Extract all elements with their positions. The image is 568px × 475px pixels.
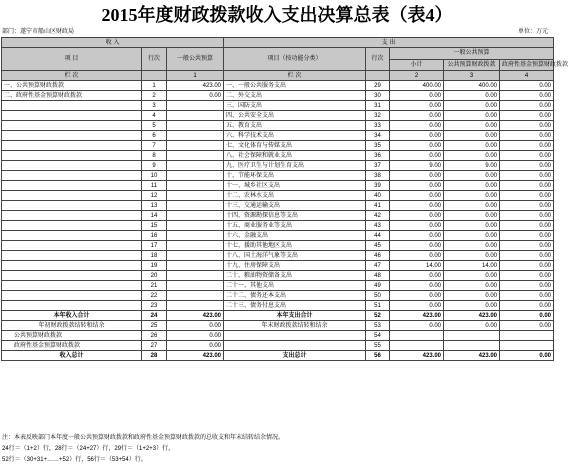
expense-budget-header: 一般公共预算 (390, 48, 554, 60)
expense-public-budget-cell: 400.00 (444, 81, 500, 91)
income-line-cell: 18 (142, 251, 167, 261)
expense-item-cell: 二、外交支出 (224, 91, 366, 101)
income-amount-cell: 0.00 (167, 331, 224, 341)
income-line-cell: 2 (142, 91, 167, 101)
expense-subtotal-cell: 0.00 (390, 111, 444, 121)
expense-public-budget-cell: 0.00 (444, 271, 500, 281)
expense-line-cell: 52 (366, 311, 390, 321)
income-amount-cell (167, 111, 224, 121)
expense-gov-fund-cell: 0.00 (500, 271, 554, 281)
expense-line-cell: 48 (366, 271, 390, 281)
expense-line-header: 行次 (366, 48, 390, 71)
income-item-cell (2, 141, 142, 151)
income-item-cell: 二、政府性基金预算财政拨款 (2, 91, 142, 101)
expense-line-cell: 51 (366, 301, 390, 311)
income-line-cell: 27 (142, 341, 167, 351)
expense-subtotal-cell: 0.00 (390, 271, 444, 281)
expense-line-cell: 39 (366, 181, 390, 191)
expense-public-budget-cell: 0.00 (444, 321, 500, 331)
expense-gov-fund-cell: 0.00 (500, 231, 554, 241)
expense-public-budget-cell: 0.00 (444, 281, 500, 291)
income-amount-cell: 0.00 (167, 91, 224, 101)
income-item-cell (2, 261, 142, 271)
expense-public-budget-cell: 0.00 (444, 171, 500, 181)
income-amount-cell (167, 231, 224, 241)
expense-item-cell (224, 331, 366, 341)
expense-gov-fund-cell: 0.00 (500, 311, 554, 321)
table-row (2, 261, 554, 271)
income-line-cell: 9 (142, 161, 167, 171)
expense-subtotal-cell: 0.00 (390, 131, 444, 141)
report-title: 2015年度财政拨款收入支出决算总表（表4） (101, 5, 453, 25)
public-budget-header: 公共预算财政拨款 (444, 59, 500, 71)
expense-gov-fund-cell: 0.00 (500, 261, 554, 271)
income-amount-cell: 423.00 (167, 81, 224, 91)
expense-item-cell: 十三、交通运输支出 (224, 201, 366, 211)
income-line-cell: 16 (142, 231, 167, 241)
expense-line-cell: 45 (366, 241, 390, 251)
income-line-cell: 5 (142, 121, 167, 131)
expense-gov-fund-cell: 0.00 (500, 81, 554, 91)
expense-item-cell: 一、一般公共服务支出 (224, 81, 366, 91)
income-item-cell (2, 211, 142, 221)
expense-subtotal-cell: 0.00 (390, 101, 444, 111)
income-amount-cell (167, 171, 224, 181)
expense-item-cell: 九、医疗卫生与计划生育支出 (224, 161, 366, 171)
expense-item-cell: 支出总计 (224, 351, 366, 361)
table-row (2, 231, 554, 241)
expense-gov-fund-cell: 0.00 (500, 141, 554, 151)
expense-public-budget-cell: 0.00 (444, 301, 500, 311)
expense-gov-fund-cell: 0.00 (500, 321, 554, 331)
expense-public-budget-cell: 0.00 (444, 101, 500, 111)
table-row (2, 151, 554, 161)
expense-line-cell: 34 (366, 131, 390, 141)
expense-subtotal-cell: 0.00 (390, 91, 444, 101)
expense-item-cell: 二十一、其他支出 (224, 281, 366, 291)
income-item-cell (2, 281, 142, 291)
income-amount-cell (167, 281, 224, 291)
income-line-cell: 14 (142, 211, 167, 221)
table-row (2, 311, 554, 321)
expense-line-cell: 38 (366, 171, 390, 181)
department-label: 部门：遂宁市船山区财政局 (2, 29, 75, 35)
expense-subtotal-cell: 0.00 (390, 241, 444, 251)
expense-public-budget-cell: 0.00 (444, 121, 500, 131)
expense-public-budget-cell: 0.00 (444, 191, 500, 201)
expense-gov-fund-cell: 0.00 (500, 121, 554, 131)
income-amount-cell (167, 101, 224, 111)
table-row (2, 141, 554, 151)
income-amount-cell (167, 121, 224, 131)
expense-public-budget-cell (444, 341, 500, 351)
income-line-cell: 7 (142, 141, 167, 151)
expense-item-cell: 本年支出合计 (224, 311, 366, 321)
expense-public-budget-cell: 0.00 (444, 111, 500, 121)
col-number-2: 2 (390, 71, 444, 81)
expense-public-budget-cell: 0.00 (444, 131, 500, 141)
income-amount-cell: 0.00 (167, 321, 224, 331)
income-line-cell: 19 (142, 261, 167, 271)
income-item-cell: 本年收入合计 (2, 311, 142, 321)
unit-label: 单位：万元 (517, 29, 548, 35)
income-header: 收 入 (2, 38, 224, 48)
expense-item-cell: 二十三、债务付息支出 (224, 301, 366, 311)
expense-public-budget-cell: 9.00 (444, 161, 500, 171)
income-item-cell: 年初财政拨款结转和结余 (2, 321, 142, 331)
income-amount-cell (167, 241, 224, 251)
expense-line-cell: 49 (366, 281, 390, 291)
income-item-cell: 政府性基金预算财政拨款 (2, 341, 142, 351)
income-item-cell (2, 291, 142, 301)
table-row (2, 251, 554, 261)
table-row (2, 281, 554, 291)
table-row (2, 331, 554, 341)
expense-item-cell: 四、公共安全支出 (224, 111, 366, 121)
expense-subtotal-cell: 0.00 (390, 231, 444, 241)
income-item-cell (2, 221, 142, 231)
income-line-cell: 13 (142, 201, 167, 211)
expense-subtotal-cell: 0.00 (390, 181, 444, 191)
income-amount-cell (167, 221, 224, 231)
table-row (2, 111, 554, 121)
expense-item-cell: 十七、援助其他地区支出 (224, 241, 366, 251)
table-row (2, 321, 554, 331)
income-item-cell (2, 131, 142, 141)
expense-public-budget-cell: 0.00 (444, 231, 500, 241)
expense-public-budget-cell: 0.00 (444, 251, 500, 261)
table-row (2, 211, 554, 221)
income-line-cell: 24 (142, 311, 167, 321)
table-row (2, 121, 554, 131)
table-row (2, 201, 554, 211)
table-row (2, 301, 554, 311)
expense-item-cell (224, 341, 366, 351)
table-row (2, 241, 554, 251)
expense-subtotal-cell: 0.00 (390, 301, 444, 311)
col-number-1: 1 (167, 71, 224, 81)
expense-line-cell: 31 (366, 101, 390, 111)
expense-line-cell: 56 (366, 351, 390, 361)
expense-public-budget-cell: 14.00 (444, 261, 500, 271)
expense-item-cell: 十一、城乡社区支出 (224, 181, 366, 191)
income-line-cell: 23 (142, 301, 167, 311)
expense-subtotal-cell: 400.00 (390, 81, 444, 91)
expense-gov-fund-cell: 0.00 (500, 291, 554, 301)
income-line-cell: 17 (142, 241, 167, 251)
expense-item-cell: 五、教育支出 (224, 121, 366, 131)
income-col-label: 栏 次 (2, 71, 142, 81)
income-item-cell (2, 151, 142, 161)
expense-item-cell: 十五、商业服务业等支出 (224, 221, 366, 231)
expense-item-cell: 十、节能环保支出 (224, 171, 366, 181)
expense-item-cell: 二十、粮油物资储备支出 (224, 271, 366, 281)
table-row (2, 221, 554, 231)
income-line-cell: 4 (142, 111, 167, 121)
income-line-cell: 10 (142, 171, 167, 181)
table-row (2, 91, 554, 101)
expense-line-cell: 54 (366, 331, 390, 341)
expense-gov-fund-cell: 0.00 (500, 281, 554, 291)
income-item-cell: 收入总计 (2, 351, 142, 361)
income-item-cell (2, 241, 142, 251)
expense-public-budget-cell: 423.00 (444, 351, 500, 361)
expense-gov-fund-cell: 0.00 (500, 181, 554, 191)
note-line: 52行＝（30+31+……+52）行，56行＝（53+54）行。 (2, 457, 147, 463)
income-line-cell: 12 (142, 191, 167, 201)
income-item-cell (2, 201, 142, 211)
expense-line-cell: 44 (366, 231, 390, 241)
expense-subtotal-cell: 0.00 (390, 281, 444, 291)
expense-item-cell: 二十二、债务还本支出 (224, 291, 366, 301)
expense-gov-fund-cell: 0.00 (500, 351, 554, 361)
income-line-cell: 8 (142, 151, 167, 161)
income-item-cell (2, 251, 142, 261)
expense-subtotal-cell: 423.00 (390, 311, 444, 321)
income-amount-cell (167, 161, 224, 171)
expense-public-budget-cell: 0.00 (444, 201, 500, 211)
expense-gov-fund-cell: 0.00 (500, 221, 554, 231)
note-line: 24行＝（1+2）行，28行＝（24+27）行，29行＝（1+2+3）行， (2, 446, 175, 452)
expense-item-cell: 七、文化体育与传媒支出 (224, 141, 366, 151)
expense-line-cell: 50 (366, 291, 390, 301)
expense-gov-fund-cell: 0.00 (500, 211, 554, 221)
expense-gov-fund-cell: 0.00 (500, 101, 554, 111)
table-row (2, 131, 554, 141)
expense-subtotal-cell (390, 341, 444, 351)
expense-line-cell: 46 (366, 251, 390, 261)
expense-gov-fund-cell: 0.00 (500, 91, 554, 101)
income-amount-cell: 0.00 (167, 341, 224, 351)
table-row (2, 181, 554, 191)
expense-subtotal-cell: 423.00 (390, 351, 444, 361)
table-row (2, 341, 554, 351)
income-item-cell (2, 191, 142, 201)
income-item-cell: 一、公共预算财政拨款 (2, 81, 142, 91)
expense-line-cell: 37 (366, 161, 390, 171)
expense-subtotal-cell: 0.00 (390, 171, 444, 181)
income-item-cell (2, 111, 142, 121)
income-amount-cell (167, 151, 224, 161)
expense-line-cell: 36 (366, 151, 390, 161)
expense-line-cell: 40 (366, 191, 390, 201)
expense-public-budget-cell: 0.00 (444, 141, 500, 151)
income-amount-cell (167, 301, 224, 311)
expense-gov-fund-cell: 0.00 (500, 111, 554, 121)
income-item-cell (2, 171, 142, 181)
income-line-cell: 21 (142, 281, 167, 291)
expense-line-cell: 47 (366, 261, 390, 271)
income-line-cell: 26 (142, 331, 167, 341)
expense-gov-fund-cell: 0.00 (500, 191, 554, 201)
income-line-header: 行次 (142, 48, 167, 71)
expense-item-cell: 三、国防支出 (224, 101, 366, 111)
expense-subtotal-cell: 9.00 (390, 161, 444, 171)
expense-subtotal-cell: 0.00 (390, 191, 444, 201)
expense-public-budget-cell (444, 331, 500, 341)
expense-subtotal-cell: 0.00 (390, 321, 444, 331)
income-item-cell: 公共预算财政拨款 (2, 331, 142, 341)
expense-item-cell: 年末财政拨款结转和结余 (224, 321, 366, 331)
income-line-cell: 20 (142, 271, 167, 281)
income-item-cell (2, 231, 142, 241)
expense-header: 支 出 (224, 38, 554, 48)
notes (2, 433, 284, 466)
expense-line-cell: 41 (366, 201, 390, 211)
expense-public-budget-cell: 0.00 (444, 291, 500, 301)
expense-subtotal-cell: 0.00 (390, 211, 444, 221)
expense-col-label: 栏 次 (224, 71, 366, 81)
expense-item-cell: 十六、金融支出 (224, 231, 366, 241)
income-line-cell: 6 (142, 131, 167, 141)
table-row (2, 171, 554, 181)
income-item-cell (2, 181, 142, 191)
expense-line-cell: 43 (366, 221, 390, 231)
note-line: 注：本表反映部门本年度一般公共预算财政拨款和政府性基金预算财政拨款的总收支和年末结转结余情况。 (2, 435, 285, 441)
expense-line-cell: 53 (366, 321, 390, 331)
expense-item-header: 项目（按功能分类） (224, 48, 366, 71)
expense-item-cell: 十二、农林水支出 (224, 191, 366, 201)
expense-item-cell: 十八、国土海洋气象等支出 (224, 251, 366, 261)
expense-subtotal-cell: 0.00 (390, 141, 444, 151)
table-row (2, 291, 554, 301)
expense-subtotal-cell: 14.00 (390, 261, 444, 271)
income-line-cell: 3 (142, 101, 167, 111)
gov-fund-header: 政府性基金预算财政拨款 (500, 59, 554, 71)
income-budget-header: 一般公共预算 (167, 48, 224, 71)
expense-gov-fund-cell: 0.00 (500, 161, 554, 171)
income-amount-cell: 423.00 (167, 351, 224, 361)
expense-line-cell: 30 (366, 91, 390, 101)
expense-item-cell: 八、社会保障和就业支出 (224, 151, 366, 161)
income-amount-cell (167, 261, 224, 271)
table-row (2, 81, 554, 91)
expense-line-cell: 33 (366, 121, 390, 131)
table-row (2, 191, 554, 201)
col-number-4: 4 (500, 71, 554, 81)
income-amount-cell: 423.00 (167, 311, 224, 321)
expense-subtotal-cell: 0.00 (390, 121, 444, 131)
expense-subtotal-cell (390, 331, 444, 341)
budget-table (1, 37, 568, 361)
expense-public-budget-cell: 0.00 (444, 91, 500, 101)
expense-gov-fund-cell: 0.00 (500, 171, 554, 181)
expense-public-budget-cell: 423.00 (444, 311, 500, 321)
expense-public-budget-cell: 0.00 (444, 151, 500, 161)
income-line-cell: 28 (142, 351, 167, 361)
income-item-cell (2, 301, 142, 311)
table-row (2, 271, 554, 281)
expense-line-cell: 42 (366, 211, 390, 221)
income-amount-cell (167, 291, 224, 301)
expense-gov-fund-cell (500, 341, 554, 351)
expense-line-cell: 29 (366, 81, 390, 91)
expense-gov-fund-cell: 0.00 (500, 201, 554, 211)
income-amount-cell (167, 201, 224, 211)
income-amount-cell (167, 131, 224, 141)
income-amount-cell (167, 271, 224, 281)
expense-item-cell: 六、科学技术支出 (224, 131, 366, 141)
expense-subtotal-cell: 0.00 (390, 251, 444, 261)
expense-line-cell: 55 (366, 341, 390, 351)
income-amount-cell (167, 181, 224, 191)
income-item-cell (2, 121, 142, 131)
income-item-cell (2, 161, 142, 171)
subtotal-header: 小计 (390, 59, 444, 71)
income-amount-cell (167, 211, 224, 221)
expense-gov-fund-cell: 0.00 (500, 241, 554, 251)
expense-gov-fund-cell: 0.00 (500, 151, 554, 161)
expense-gov-fund-cell: 0.00 (500, 301, 554, 311)
income-item-cell (2, 271, 142, 281)
expense-public-budget-cell: 0.00 (444, 241, 500, 251)
expense-line-cell: 35 (366, 141, 390, 151)
expense-subtotal-cell: 0.00 (390, 291, 444, 301)
table-row (2, 351, 554, 361)
income-line-cell: 1 (142, 81, 167, 91)
table-row (2, 161, 554, 171)
expense-line-cell: 32 (366, 111, 390, 121)
income-item-cell (2, 101, 142, 111)
expense-item-cell: 十四、资源勘探信息等支出 (224, 211, 366, 221)
expense-subtotal-cell: 0.00 (390, 221, 444, 231)
col-number-3: 3 (444, 71, 500, 81)
income-line-cell: 25 (142, 321, 167, 331)
expense-item-cell: 十九、住房保障支出 (224, 261, 366, 271)
income-amount-cell (167, 141, 224, 151)
expense-subtotal-cell: 0.00 (390, 201, 444, 211)
expense-subtotal-cell: 0.00 (390, 151, 444, 161)
income-item-header: 项 目 (2, 48, 142, 71)
expense-public-budget-cell: 0.00 (444, 181, 500, 191)
income-line-cell: 22 (142, 291, 167, 301)
expense-gov-fund-cell (500, 331, 554, 341)
expense-gov-fund-cell: 0.00 (500, 131, 554, 141)
table-row (2, 101, 554, 111)
expense-gov-fund-cell: 0.00 (500, 251, 554, 261)
expense-public-budget-cell: 0.00 (444, 221, 500, 231)
income-line-cell: 11 (142, 181, 167, 191)
income-amount-cell (167, 191, 224, 201)
income-amount-cell (167, 251, 224, 261)
income-line-cell: 15 (142, 221, 167, 231)
expense-public-budget-cell: 0.00 (444, 211, 500, 221)
